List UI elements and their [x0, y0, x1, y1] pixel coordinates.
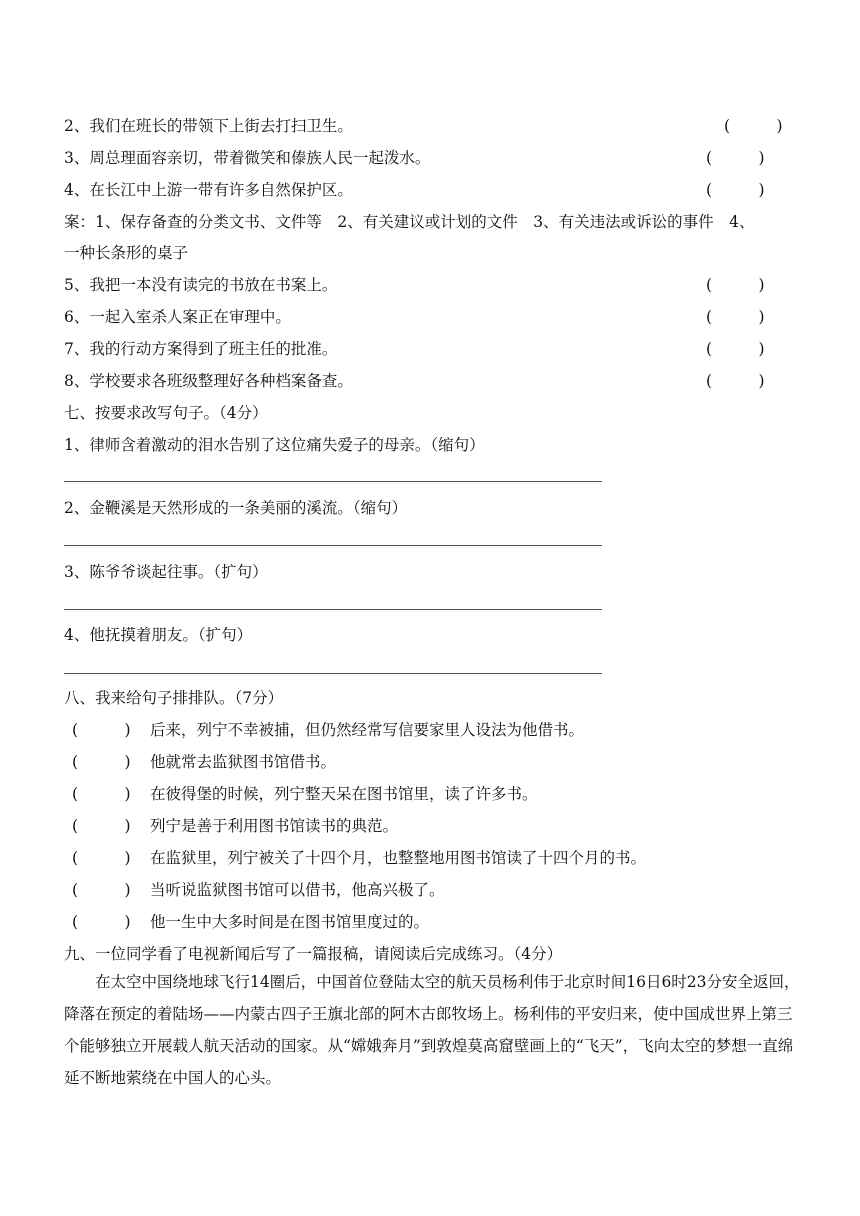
order-item: 在彼得堡的时候，列宁整天呆在图书馆里，读了许多书。: [150, 785, 538, 803]
answer-paren[interactable]: ( ): [706, 340, 765, 358]
order-paren[interactable]: ( ): [72, 721, 131, 739]
an-item-8: 8、学校要求各班级整理好各种档案备查。: [64, 372, 353, 390]
order-item: 当听说监狱图书馆可以借书，他高兴极了。: [150, 881, 445, 899]
answer-line[interactable]: [64, 481, 602, 482]
order-paren[interactable]: ( ): [72, 817, 131, 835]
order-item: 在监狱里，列宁被关了十四个月，也整整地用图书馆读了十四个月的书。: [150, 849, 647, 867]
order-paren[interactable]: ( ): [72, 849, 131, 867]
order-item: 他一生中大多时间是在图书馆里度过的。: [150, 913, 430, 931]
answer-paren[interactable]: ( ): [706, 149, 765, 167]
judge-item-3: 3、周总理面容亲切，带着微笑和傣族人民一起泼水。: [64, 149, 431, 167]
answer-line[interactable]: [64, 673, 602, 674]
order-item: 他就常去监狱图书馆借书。: [150, 753, 337, 771]
an-definition-line1: 案：1、保存备查的分类文书、文件等 2、有关建议或计划的文件 3、有关违法或诉讼的事件 4、: [64, 213, 755, 231]
an-item-7: 7、我的行动方案得到了班主任的批准。: [64, 340, 338, 358]
an-item-6: 6、一起入室杀人案正在审理中。: [64, 308, 291, 326]
answer-paren[interactable]: ( ): [706, 181, 765, 199]
answer-line[interactable]: [64, 609, 602, 610]
judge-item-2: 2、我们在班长的带领下上街去打扫卫生。: [64, 117, 353, 135]
answer-line[interactable]: [64, 545, 602, 546]
news-paragraph: 在太空中国绕地球飞行14圈后，中国首位登陆太空的航天员杨利伟于北京时间16日6时23分安全返回，降落在预定的着陆场——内蒙古四子王旗北部的阿木古郎牧场上。杨利伟的平安归来，使中国成世界上第三个能够独立开展载人航天活动的国家。从“嫦娥奔月”到敦煌莫高窟壁画上的“飞天”，飞向太空的梦想一直绵延不断地萦绕在中国人的心头。: [64, 973, 800, 1087]
section8-title: 八、我来给句子排排队。（7分）: [64, 689, 284, 707]
rewrite-item-4: 4、他抚摸着朋友。（扩句）: [64, 626, 253, 644]
order-paren[interactable]: ( ): [72, 881, 131, 899]
order-paren[interactable]: ( ): [72, 753, 131, 771]
rewrite-item-2: 2、金鞭溪是天然形成的一条美丽的溪流。（缩句）: [64, 499, 408, 517]
answer-paren[interactable]: ( ): [706, 308, 765, 326]
an-item-5: 5、我把一本没有读完的书放在书案上。: [64, 276, 338, 294]
rewrite-item-1: 1、律师含着激动的泪水告别了这位痛失爱子的母亲。（缩句）: [64, 436, 485, 454]
order-item: 后来，列宁不幸被捕，但仍然经常写信要家里人设法为他借书。: [150, 721, 585, 739]
rewrite-item-3: 3、陈爷爷谈起往事。（扩句）: [64, 563, 268, 581]
order-paren[interactable]: ( ): [72, 913, 131, 931]
answer-paren[interactable]: ( ): [706, 276, 765, 294]
section7-title: 七、按要求改写句子。（4分）: [64, 404, 268, 422]
judge-item-4: 4、在长江中上游一带有许多自然保护区。: [64, 181, 353, 199]
order-paren[interactable]: ( ): [72, 785, 131, 803]
an-definition-line2: 一种长条形的桌子: [64, 244, 189, 262]
section9-title: 九、一位同学看了电视新闻后写了一篇报稿，请阅读后完成练习。（4分）: [64, 945, 563, 963]
answer-paren[interactable]: ( ): [724, 117, 783, 135]
order-item: 列宁是善于利用图书馆读书的典范。: [150, 817, 399, 835]
answer-paren[interactable]: ( ): [706, 372, 765, 390]
